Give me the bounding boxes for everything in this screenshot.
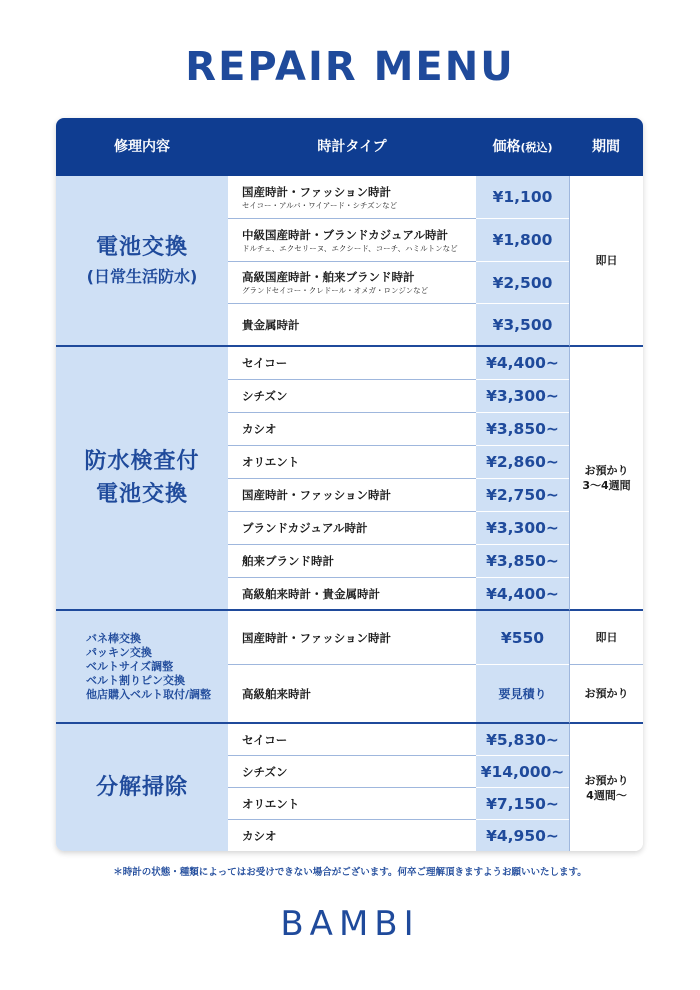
price: ¥4,400~ bbox=[476, 578, 569, 611]
watch-type bbox=[228, 724, 476, 756]
period-4-weeks bbox=[569, 724, 643, 851]
price: ¥4,400~ bbox=[476, 347, 569, 380]
category-battery bbox=[56, 176, 228, 347]
watch-type-label: セイコー bbox=[242, 732, 288, 747]
footnote: ＊時計の状態・種類によってはお受けできない場合がございます。何卒ご理解頂きますようお願いいたします。 bbox=[113, 867, 587, 878]
watch-type bbox=[228, 578, 476, 611]
header-period: 期間 bbox=[592, 139, 620, 155]
category-item: バネ棒交換 bbox=[86, 631, 141, 645]
category-title: 電池交換 bbox=[95, 235, 188, 260]
period-text: 即日 bbox=[595, 631, 618, 644]
watch-type bbox=[228, 176, 476, 219]
watch-type bbox=[228, 304, 476, 347]
price: ¥3,300~ bbox=[476, 380, 569, 413]
watch-type-label: オリエント bbox=[242, 455, 300, 469]
watch-type-label: 国産時計・ファッション時計 bbox=[242, 184, 392, 199]
price: ¥5,830~ bbox=[476, 724, 569, 756]
watch-type-label: 高級国産時計・舶来ブランド時計 bbox=[242, 270, 415, 284]
watch-type bbox=[228, 756, 476, 788]
price: ¥7,150~ bbox=[476, 788, 569, 820]
watch-type bbox=[228, 262, 476, 304]
price: ¥2,750~ bbox=[476, 479, 569, 512]
price: ¥2,860~ bbox=[476, 446, 569, 479]
watch-type-label: カシオ bbox=[242, 828, 277, 843]
header-repair-content: 修理内容 bbox=[114, 139, 170, 155]
watch-type-examples: セイコー・アルバ・ワイアード・シチズンなど bbox=[242, 200, 398, 210]
page-title: REPAIR MENU bbox=[185, 44, 515, 90]
period-same-day bbox=[569, 611, 643, 665]
price: ¥1,100 bbox=[476, 176, 569, 219]
category-title: 分解掃除 bbox=[95, 775, 188, 800]
period-deposit bbox=[569, 665, 643, 724]
watch-type-label: シチズン bbox=[242, 389, 288, 403]
period-text-line2: 3〜4週間 bbox=[582, 479, 631, 492]
price: ¥3,500 bbox=[476, 304, 569, 347]
watch-type bbox=[228, 611, 476, 665]
brand-logo: BAMBI bbox=[280, 904, 420, 944]
watch-type bbox=[228, 446, 476, 479]
price: ¥14,000~ bbox=[476, 756, 569, 788]
header-watch-type: 時計タイプ bbox=[317, 139, 387, 155]
table-header bbox=[56, 118, 643, 176]
watch-type-label: シチズン bbox=[242, 764, 288, 779]
category-subtitle: (日常生活防水) bbox=[86, 267, 198, 286]
watch-type-label: 舶来ブランド時計 bbox=[242, 554, 334, 568]
watch-type-label: カシオ bbox=[242, 422, 277, 436]
price: ¥4,950~ bbox=[476, 820, 569, 851]
watch-type bbox=[228, 820, 476, 851]
period-text-line1: お預かり bbox=[584, 773, 629, 787]
watch-type-label: 高級舶来時計 bbox=[242, 686, 311, 701]
watch-type bbox=[228, 347, 476, 380]
category-item: ベルトサイズ調整 bbox=[86, 659, 174, 673]
category-overhaul bbox=[56, 724, 228, 851]
header-price bbox=[476, 118, 569, 176]
watch-type bbox=[228, 665, 476, 724]
watch-type bbox=[228, 219, 476, 262]
price: ¥3,850~ bbox=[476, 545, 569, 578]
repair-menu-table bbox=[56, 118, 643, 851]
period-3-4-weeks bbox=[569, 347, 643, 611]
header-price-tax: (税込) bbox=[520, 141, 553, 154]
watch-type bbox=[228, 788, 476, 820]
category-waterproof-battery bbox=[56, 347, 228, 611]
category-title-line2: 電池交換 bbox=[95, 482, 188, 507]
watch-type-label: オリエント bbox=[242, 796, 300, 811]
header-price-label: 価格 bbox=[492, 139, 521, 155]
watch-type-label: セイコー bbox=[242, 356, 288, 370]
watch-type bbox=[228, 380, 476, 413]
watch-type-label: 国産時計・ファッション時計 bbox=[242, 630, 392, 645]
category-item: ベルト割りピン交換 bbox=[86, 673, 185, 687]
period-text: 即日 bbox=[595, 254, 618, 267]
price: ¥1,800 bbox=[476, 219, 569, 262]
watch-type bbox=[228, 413, 476, 446]
watch-type-label: 高級舶来時計・貴金属時計 bbox=[242, 586, 380, 601]
category-band-services bbox=[56, 611, 228, 724]
period-text: お預かり bbox=[584, 687, 629, 700]
period-text-line1: お預かり bbox=[584, 464, 629, 477]
watch-type-examples: グランドセイコー・クレドール・オメガ・ロンジンなど bbox=[242, 286, 429, 295]
watch-type-label: 中級国産時計・ブランドカジュアル時計 bbox=[242, 227, 448, 242]
watch-type-label: 貴金属時計 bbox=[242, 317, 300, 332]
price: ¥3,850~ bbox=[476, 413, 569, 446]
category-item: 他店購入ベルト取付/調整 bbox=[86, 687, 212, 701]
watch-type-label: ブランドカジュアル時計 bbox=[242, 521, 368, 535]
watch-type-label: 国産時計・ファッション時計 bbox=[242, 488, 392, 502]
price: ¥2,500 bbox=[476, 262, 569, 304]
period-same-day bbox=[569, 176, 643, 347]
category-title-line1: 防水検査付 bbox=[84, 449, 200, 474]
watch-type bbox=[228, 479, 476, 512]
price-estimate: 要見積り bbox=[476, 665, 569, 724]
price: ¥3,300~ bbox=[476, 512, 569, 545]
watch-type-examples: ドルチェ、エクセリーヌ、エクシード、コーチ、ハミルトンなど bbox=[242, 243, 458, 253]
watch-type bbox=[228, 512, 476, 545]
price: ¥550 bbox=[476, 611, 569, 665]
watch-type bbox=[228, 545, 476, 578]
category-item: パッキン交換 bbox=[86, 645, 152, 659]
period-text-line2: 4週間〜 bbox=[586, 788, 627, 802]
